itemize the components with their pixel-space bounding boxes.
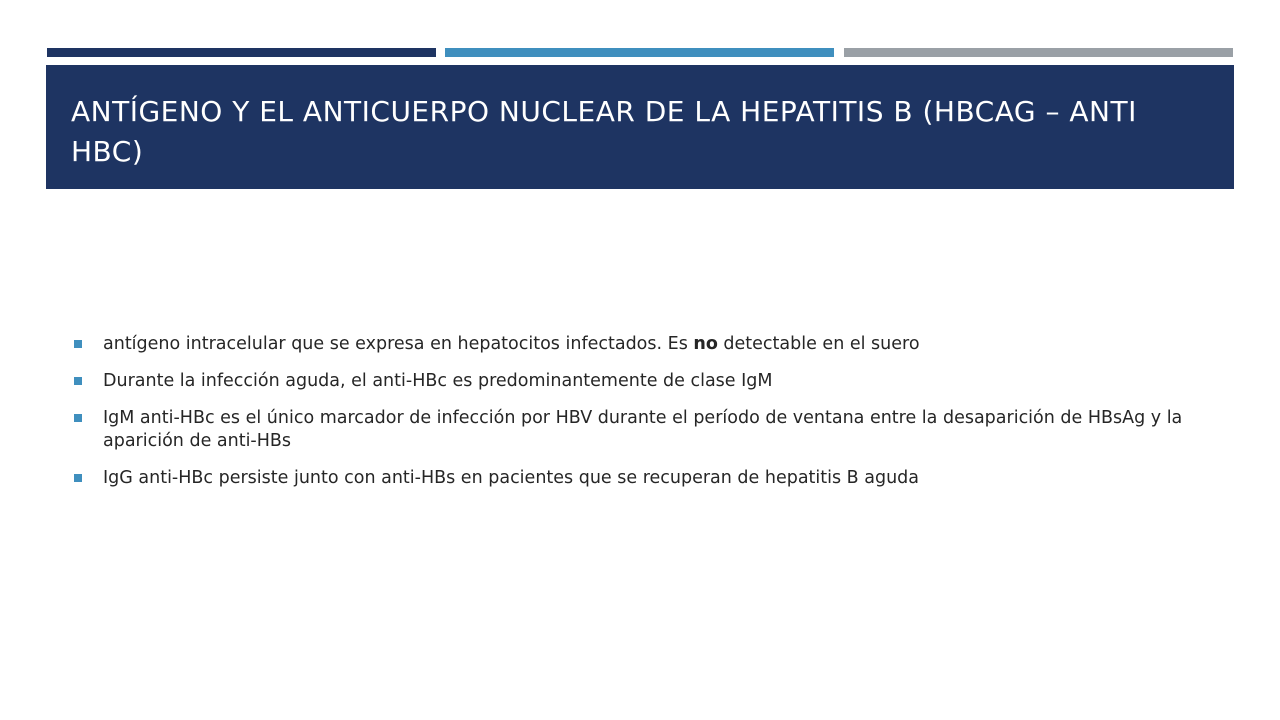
bullet-text: IgG anti-HBc persiste junto con anti-HBs en pacientes que se recuperan de hepatitis B aguda (103, 468, 920, 488)
bullet-text-end: detectable en el suero (717, 334, 920, 354)
accent-bar-blue (445, 48, 834, 57)
bullet-text-start: antígeno intracelular que se expresa en hepatocitos infectados. Es (103, 334, 694, 354)
bullet-text: IgM anti-HBc es el único marcador de infección por HBV durante el período de ventana entre la desaparición de HBsAg y la aparición de anti-HBs (103, 408, 1183, 451)
square-bullet-icon (74, 377, 82, 385)
title-band (46, 65, 1234, 189)
accent-bar-dark (47, 48, 436, 57)
square-bullet-icon (74, 340, 82, 348)
bullet-item (74, 467, 1234, 490)
bullet-item (74, 370, 1234, 393)
square-bullet-icon (74, 414, 82, 422)
square-bullet-icon (74, 474, 82, 482)
bullet-text-emphasis: no (693, 334, 718, 354)
slide-title: ANTÍGENO Y EL ANTICUERPO NUCLEAR DE LA HEPATITIS B (HBCAG – ANTI HBC) (71, 95, 1137, 168)
bullet-item (74, 407, 1234, 453)
bullet-text: Durante la infección aguda, el anti-HBc es predominantemente de clase IgM (103, 371, 773, 391)
bullet-item (74, 333, 1234, 356)
accent-bar-gray (844, 48, 1233, 57)
slide-content (74, 333, 1234, 504)
bullet-list (74, 333, 1234, 490)
